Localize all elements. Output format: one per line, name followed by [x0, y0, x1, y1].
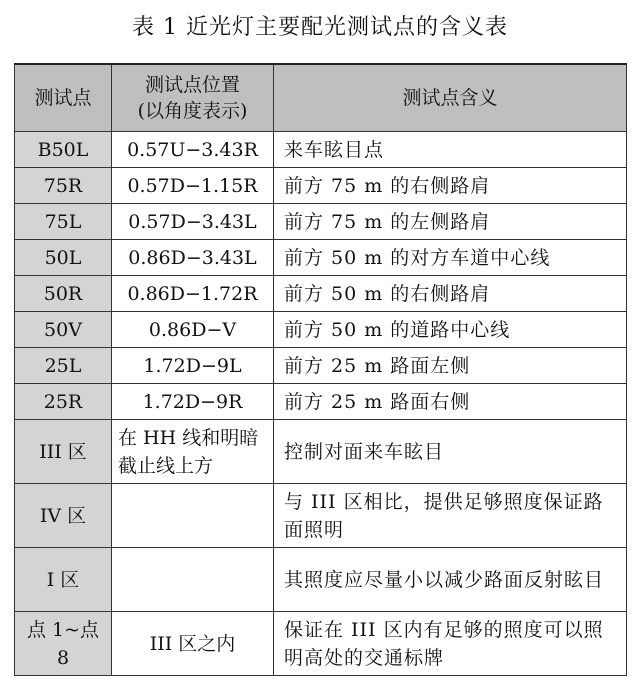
table-row	[15, 240, 627, 276]
cell-meaning: 前方 75 m 的右侧路肩	[274, 168, 627, 204]
cell-meaning: 前方 25 m 路面右侧	[274, 384, 627, 420]
table-row	[15, 548, 627, 612]
table-row	[15, 168, 627, 204]
cell-position: 0.86D−1.72R	[112, 276, 274, 312]
cell-test-point: 50R	[15, 276, 112, 312]
cell-position: 1.72D−9L	[112, 348, 274, 384]
table-body	[15, 132, 627, 676]
cell-test-point: IV 区	[15, 484, 112, 548]
cell-test-point: 50L	[15, 240, 112, 276]
cell-test-point: 50V	[15, 312, 112, 348]
cell-position: 在 HH 线和明暗截止线上方	[112, 420, 274, 484]
cell-position: 0.57U−3.43R	[112, 132, 274, 168]
table-row	[15, 348, 627, 384]
header-position-text: 测试点位置 (以角度表示)	[137, 74, 248, 122]
cell-position: 0.57D−3.43L	[112, 204, 274, 240]
table-row	[15, 420, 627, 484]
cell-position	[112, 484, 274, 548]
cell-test-point: 25L	[15, 348, 112, 384]
cell-position: 0.86D−3.43L	[112, 240, 274, 276]
photometric-test-point-table	[14, 63, 627, 676]
cell-meaning: 前方 50 m 的道路中心线	[274, 312, 627, 348]
cell-position: 0.57D−1.15R	[112, 168, 274, 204]
header-meaning: 测试点含义	[274, 64, 627, 132]
cell-meaning: 前方 25 m 路面左侧	[274, 348, 627, 384]
table-row	[15, 384, 627, 420]
cell-test-point: B50L	[15, 132, 112, 168]
cell-meaning: 与 III 区相比，提供足够照度保证路面照明	[274, 484, 627, 548]
cell-test-point: 点 1~点 8	[15, 612, 112, 676]
table-row	[15, 204, 627, 240]
cell-position	[112, 548, 274, 612]
table-row	[15, 312, 627, 348]
cell-position: 1.72D−9R	[112, 384, 274, 420]
header-test-point: 测试点	[15, 64, 112, 132]
cell-meaning: 保证在 III 区内有足够的照度可以照明高处的交通标牌	[274, 612, 627, 676]
header-position	[112, 64, 274, 132]
table-row	[15, 132, 627, 168]
cell-position: III 区之内	[112, 612, 274, 676]
cell-test-point: III 区	[15, 420, 112, 484]
cell-meaning: 前方 50 m 的右侧路肩	[274, 276, 627, 312]
cell-test-point: 75R	[15, 168, 112, 204]
cell-position: 0.86D−V	[112, 312, 274, 348]
cell-test-point: 75L	[15, 204, 112, 240]
cell-meaning: 前方 75 m 的左侧路肩	[274, 204, 627, 240]
cell-meaning: 控制对面来车眩目	[274, 420, 627, 484]
cell-meaning: 来车眩目点	[274, 132, 627, 168]
table-row	[15, 484, 627, 548]
cell-meaning: 前方 50 m 的对方车道中心线	[274, 240, 627, 276]
table-row	[15, 612, 627, 676]
cell-meaning: 其照度应尽量小以减少路面反射眩目	[274, 548, 627, 612]
table-header-row	[15, 64, 627, 132]
cell-test-point: I 区	[15, 548, 112, 612]
table-row	[15, 276, 627, 312]
cell-test-point: 25R	[15, 384, 112, 420]
table-caption: 表 1 近光灯主要配光测试点的含义表	[132, 15, 508, 40]
